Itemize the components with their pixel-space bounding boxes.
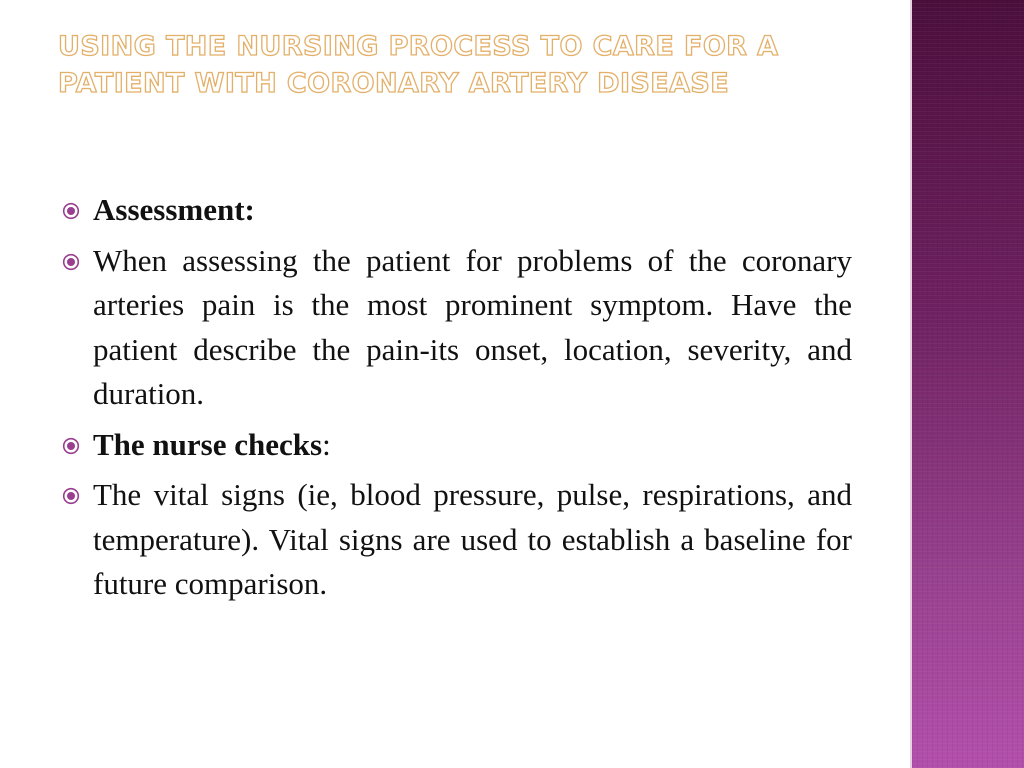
bullet-text: When assessing the patient for problems of the coronary arteries pain is the most prominent symptom. Have the patient describe the pain-its onset, location, severity, and duration. — [93, 242, 852, 411]
circled-dot-bullet-icon — [62, 202, 80, 220]
bullet-text: : — [322, 426, 331, 462]
circled-dot-bullet-icon — [62, 253, 80, 271]
decorative-side-panel — [912, 0, 1024, 768]
slide-title — [58, 28, 888, 102]
slide-title-line-2: PATIENT WITH CORONARY ARTERY DISEASE — [58, 68, 730, 99]
bullet-assessment-detail — [62, 239, 852, 417]
bullet-bold-text: The nurse checks — [93, 426, 323, 462]
slide-body — [62, 188, 852, 613]
slide-title-line-1: USING THE NURSING PROCESS TO CARE FOR A — [58, 31, 779, 62]
circled-dot-bullet-icon — [62, 487, 80, 505]
bullet-nurse-checks — [62, 423, 852, 468]
bullet-vital-signs — [62, 473, 852, 607]
bullet-bold-text: Assessment: — [93, 192, 255, 227]
bullet-text: The vital signs (ie, blood pressure, pulse, respirations, and temperature). Vital signs are used to establish a baseline for future comparison. — [93, 477, 852, 601]
bullet-assessment — [62, 188, 852, 233]
circled-dot-bullet-icon — [62, 437, 80, 455]
